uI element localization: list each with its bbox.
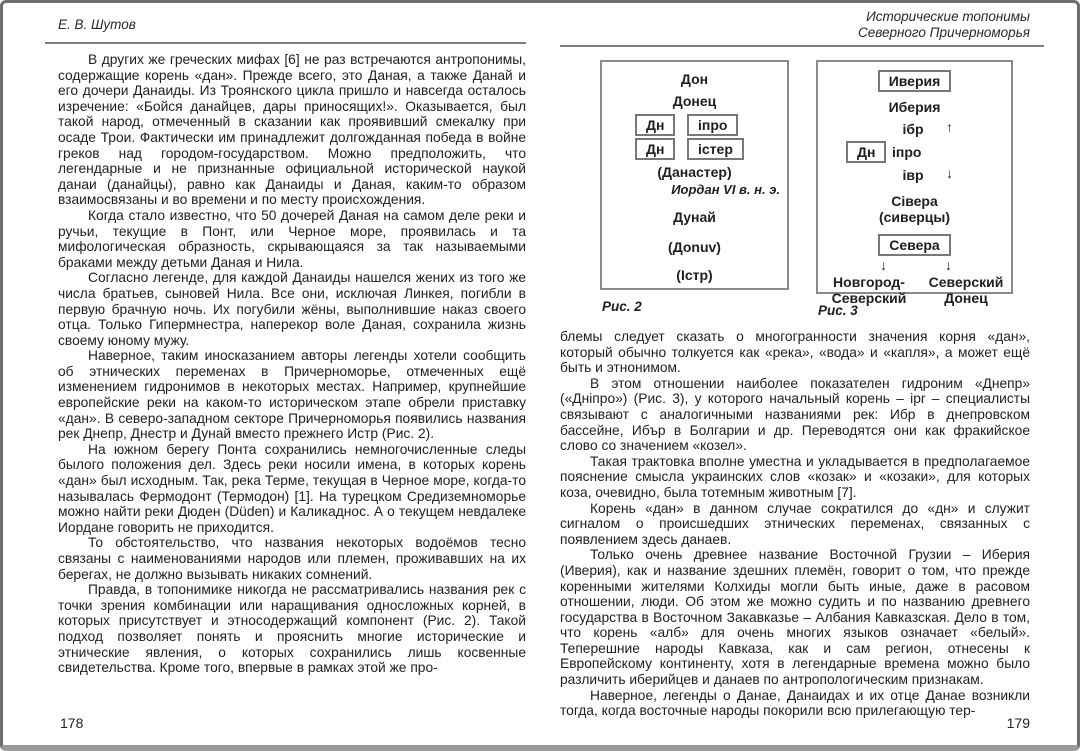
right-page-number: 179 bbox=[1006, 715, 1030, 731]
fig2-dunai-label: Дунай bbox=[673, 209, 716, 225]
fig3-iberia-label: Иберия bbox=[888, 99, 941, 115]
fig2-danaster-label: (Данастер) bbox=[657, 164, 732, 180]
figure-3-caption: Рис. 3 bbox=[818, 303, 858, 318]
figure-3 bbox=[816, 60, 1013, 318]
paragraph: Такая трактовка вполне уместна и укладывается в предполагаемое пояснение смысла украинских слов «козак» и «козаки», для которых коза, очевидно, была тотемным животным [7]. bbox=[560, 453, 1030, 500]
fig3-ipro-label: iпро bbox=[892, 144, 922, 160]
right-running-head-line2: Северного Причерноморья bbox=[857, 25, 1030, 40]
fig2-dn-box-2: Дн bbox=[635, 138, 675, 160]
paragraph: Согласно легенде, для каждой Данаиды нашелся жених из того же числа братьев, сыновей Нила. Все они, исключая Линкея, погибли в первую брачную ночь. Их погубили жёны, выполнившие наказ своего отца. Только Гипермнестра, наперекор воле Даная, сохранила жизнь своему юному мужу. bbox=[58, 270, 526, 348]
right-body-text bbox=[560, 329, 1030, 724]
figure-2-diagram bbox=[600, 60, 789, 290]
paragraph: Только очень древнее название Восточной Грузии – Иберия (Иверия), как и название здешних племён, говорит о том, что прежде коренными жителями Колхиды могли быть иные, даже в расовом отношении, люди. Об этом же можно судить и по названию древнего государства в Восточном Закавказье – Албания Кавказская. Дело в том, что корень «алб» для очень многих языков означает «белый». Теперешние народы Кавказа, как и сам регион, отнесены к Европейскому континенту, хотя в легендарные времена можно было различить иберийцев и данаев по антропологическим признакам. bbox=[560, 547, 1030, 688]
paragraph: Когда стало известно, что 50 дочерей Даная на самом деле реки и ручьи, текущие в Понт, или Черное море, проявилась и та мифологическая образность, скрывающаяся за так называемыми браками между детьми Даная и Нила. bbox=[58, 207, 526, 270]
down-arrow-icon: ↓ bbox=[946, 165, 953, 181]
paragraph: В других же греческих мифах [6] не раз встречаются антропонимы, содержащие корень «дан». Прежде всего, это Даная, а также Данай и его дочери Данаиды. Из Троянского цикла пришло и навсегда осталось изречение: «Бойся данайцев, дары приносящих!». Оказывается, был такой народ, отмеченный в сказании как проявивший смекалку при осаде Трои. Фактически им принадлежит долгожданная победа в войне греков над городом-государством. Можно предположить, что легендарные и не признанные официальной исторической наукой данаи (данайцы), равно как Данаиды и Даная, каким-то образом взаимосвязаны и во времени и по месту происхождения. bbox=[58, 52, 526, 208]
paragraph: блемы следует сказать о многогранности значения корня «дан», который обычно толкуется как «река», «вода» и «капля», а может ещё быть и этнонимом. bbox=[560, 329, 1030, 376]
fig2-iordan-note: Иордан VI в. н. э. bbox=[671, 182, 780, 197]
fig2-don-label: Дон bbox=[680, 71, 709, 87]
fig3-ivr-label: iвр bbox=[902, 167, 924, 183]
fig3-iveria-boxed-label bbox=[818, 70, 1011, 92]
up-arrow-icon: ↑ bbox=[946, 119, 953, 135]
down-arrow-icon: ↓ bbox=[945, 257, 952, 273]
left-header-rule bbox=[45, 42, 526, 44]
fig3-novgorod-seversky-label: Новгород-Северский bbox=[831, 274, 907, 306]
left-page bbox=[58, 3, 526, 714]
fig3-ibr-label: iбр bbox=[902, 121, 924, 137]
paragraph: В этом отношении наиболее показателен гидроним «Днепр» («Днiпро») (Рис. 3), у которого начальный корень – ipr – специалисты связывают с аналогичными названиями рек: Ибр в днепровском бассейне, Ибър в Болгарии и др. Переводятся они как фракийское слово со значением «козел». bbox=[560, 375, 1030, 454]
paragraph: Наверное, легенды о Данае, Данаидах и их отце Данае возникли тогда, когда восточные народы покорили всю прилегающую тер- bbox=[560, 687, 1030, 719]
fig2-donuv-label: (Доnuv) bbox=[668, 239, 721, 255]
fig3-dn-box: Дн bbox=[846, 141, 886, 163]
fig3-sivertsy-label: (сиверцы) bbox=[878, 209, 951, 225]
fig3-severa-box: Севера bbox=[878, 234, 950, 256]
figure-3-diagram bbox=[816, 60, 1013, 306]
fig3-severa-boxed-label bbox=[818, 234, 1011, 256]
right-page bbox=[560, 3, 1030, 724]
paragraph: Корень «дан» в данном случае сократился до «дн» и служит сигналом о происшедших этнических переменах, связанных с появлением здесь данаев. bbox=[560, 500, 1030, 547]
right-running-head bbox=[560, 3, 1030, 41]
fig3-iveria-box: Иверия bbox=[878, 70, 952, 92]
left-page-number: 178 bbox=[60, 715, 84, 731]
paragraph: На южном берегу Понта сохранились немногочисленные следы былого положения дел. Здесь реки носили имена, в которых корень «дан» был исходным. Так, река Терме, текущая в Черное море, когда-то называлась Фермодонт (Термодон) [1]. На турецком Средиземноморье можно найти реки Дюден (Düden) и Каликаднос. А о текущем невдалеке Иордане говорить не приходится. bbox=[58, 441, 526, 535]
fig3-seversky-donets-label: Северский Донец bbox=[928, 274, 1004, 306]
figures-row bbox=[560, 60, 1030, 318]
fig2-donec-label: Донец bbox=[672, 93, 717, 109]
fig3-sivera-label: Сiвера bbox=[891, 193, 938, 209]
fig2-dn-box-1: Дн bbox=[635, 114, 675, 136]
fig2-ipro-box: iпро bbox=[687, 114, 738, 136]
figure-2-caption: Рис. 2 bbox=[602, 299, 642, 314]
figure-2 bbox=[600, 60, 789, 318]
down-arrow-icon: ↓ bbox=[880, 257, 887, 273]
left-running-head: Е. В. Шутов bbox=[58, 17, 136, 32]
paragraph: Правда, в топонимике никогда не рассматривались названия рек с точки зрения комбинации или наращивания односложных корней, в которых присутствует и этносодержащий компонент (Рис. 2). Такой подход позволяет понять и прояснить многие исторические и этнические явления, о которых сохранились лишь косвенные свидетельства. Кроме того, впервые в рамках этой же про- bbox=[58, 582, 526, 676]
paragraph: То обстоятельство, что названия некоторых водоёмов тесно связаны с наименованиями народов или племен, проживавших на их берегах, не должно вызывать никаких сомнений. bbox=[58, 535, 526, 582]
right-running-head-line1: Исторические топонимы bbox=[866, 9, 1030, 24]
fig2-ister-box: iстер bbox=[687, 138, 744, 160]
left-body-text bbox=[58, 52, 526, 714]
right-header-rule bbox=[560, 45, 1044, 47]
paragraph: Наверное, таким иносказанием авторы легенды хотели сообщить об этнических переменах в Причерноморье, отмеченных ещё изменением гидронимов в некоторых местах. Например, крупнейшие европейские реки на каком-то историческом этапе обрели приставку «дан». В северо-западном секторе Причерноморья появились названия рек Днепр, Днестр и Дунай вместо прежнего Истр (Рис. 2). bbox=[58, 348, 526, 442]
fig2-istr-label: (Iстр) bbox=[676, 267, 713, 283]
